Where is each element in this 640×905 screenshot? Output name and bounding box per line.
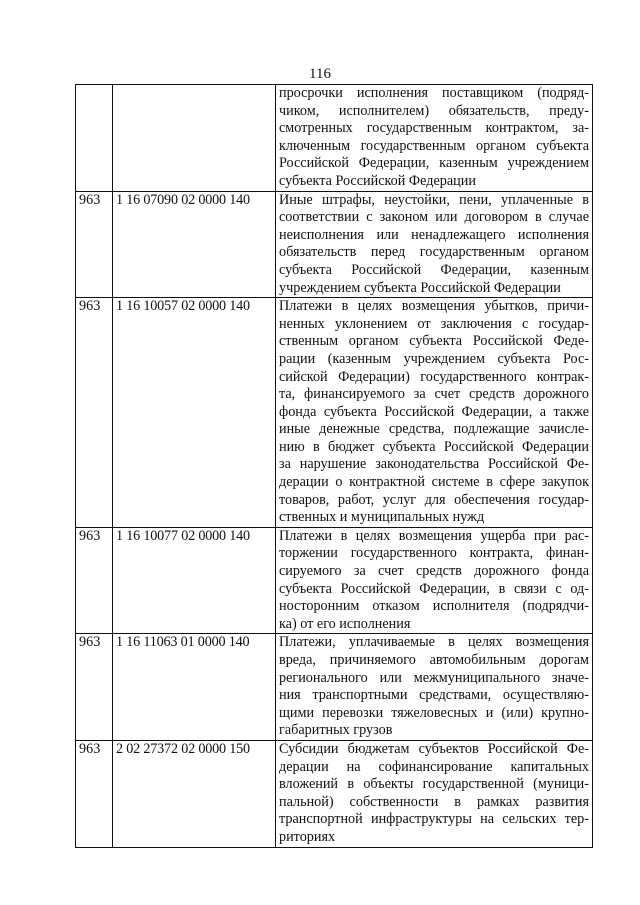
budget-classification-code-cell: 1 16 07090 02 0000 140 [113,191,276,298]
revenue-name-line: вложений в объекты государственной (муници- [279,776,589,793]
revenue-name-line: ственных и муниципальных нужд [279,509,485,526]
revenue-name-line: ключенным государственным органом субъекта [279,137,589,154]
revenue-name-line: Платежи, уплачиваемые в целях возмещения [279,634,589,651]
revenue-name-line: щими перевозки тяжеловесных и (или) крупно- [279,704,589,721]
revenue-name-line: субъекта Российской Федерации [279,172,476,189]
revenue-name-line: неисполнения или ненадлежащего исполнения [279,226,589,243]
revenue-name-cell [276,191,593,298]
table-row [76,298,593,528]
revenue-name-line: смотренных государственным контрактом, за- [279,120,589,137]
revenue-name-line: пальной) собственности в рамках развития [279,793,589,810]
table-row [76,740,593,847]
revenue-name-line: субъекта Российской Федерации, казенным [279,261,589,278]
revenue-name-line: вреда, причиняемого автомобильным дорогам [279,652,589,668]
revenue-name-line: чиком, исполнителем) обязательств, преду- [279,102,589,119]
revenue-name-line: риториях [279,828,336,845]
admin-code-cell: 963 [76,634,113,741]
page-number: 116 [309,66,331,82]
revenue-name-line: обязательств перед государственным органом [279,244,589,261]
revenue-name-line: дерации на софинансирование капитальных [279,758,589,775]
revenue-name-line: фонда субъекта Российской Федерации, а также [279,403,589,420]
revenue-name-line: регионального или межмуниципального значе- [279,669,589,686]
revenue-name-cell [276,298,593,528]
budget-classification-code-cell: 1 16 10077 02 0000 140 [113,527,276,634]
revenue-name-line: ненных уклонением от заключения с государ- [279,315,589,332]
revenue-name-line: Субсидии бюджетам субъектов Российской Фе- [279,740,589,757]
admin-code-cell: 963 [76,191,113,298]
revenue-name-cell [276,527,593,634]
revenue-name-line: иные денежные средства, подлежащие зачисле- [279,421,589,438]
revenue-name-line: Российской Федерации, казенным учреждением [279,155,589,172]
budget-classification-code-cell: 1 16 10057 02 0000 140 [113,298,276,528]
revenue-name-line: транспортной инфраструктуры на сельских тер- [279,811,589,828]
budget-classification-code-cell: 1 16 11063 01 0000 140 [113,634,276,741]
admin-code-cell: 963 [76,298,113,528]
revenue-name-line: Иные штрафы, неустойки, пени, уплаченные в [279,191,589,208]
revenue-name-line: сируемого за счет средств дорожного фонда [279,563,589,580]
revenue-name-line: дерации о контрактной системе в сфере закупок [279,474,589,491]
revenue-name-line: субъекта Российской Федерации, в связи с од- [279,580,589,597]
revenue-name-line: габаритных грузов [279,722,393,739]
revenue-name-line: рации (казенным учреждением субъекта Рос- [279,350,589,367]
revenue-name-line: учреждением субъекта Российской Федерации [279,279,561,296]
budget-revenue-table [75,84,593,848]
revenue-name-line: Платежи в целях возмещения ущерба при рас- [279,527,589,544]
revenue-name-line: ственным органом субъекта Российской Феде- [279,333,589,350]
table-row [76,634,593,741]
budget-classification-code-cell: 2 02 27372 02 0000 150 [113,740,276,847]
revenue-name-cell [276,85,593,192]
table-row [76,527,593,634]
revenue-name-line: та, финансируемого за счет средств дорожного [279,386,589,403]
revenue-name-line: нию в бюджет субъекта Российской Федерации [279,438,589,455]
revenue-name-line: торжении государственного контракта, финан- [279,545,589,562]
revenue-name-line: просрочки исполнения поставщиком (подряд- [279,85,589,101]
table-row [76,191,593,298]
revenue-name-line: ния транспортными средствами, осуществляю- [279,687,589,704]
revenue-name-line: ка) от его исполнения [279,615,411,632]
revenue-name-cell [276,740,593,847]
revenue-name-line: товаров, работ, услуг для обеспечения государ- [279,491,589,508]
revenue-name-line: за нарушение законодательства Российской Фе- [279,456,589,473]
revenue-name-line: носторонним отказом исполнителя (подрядчи- [279,598,589,615]
admin-code-cell [76,85,113,192]
revenue-name-line: Платежи в целях возмещения убытков, причи- [279,298,589,315]
revenue-name-line: соответствии с законом или договором в случае [279,209,589,226]
table-row [76,85,593,192]
table-body [76,85,593,848]
admin-code-cell: 963 [76,527,113,634]
revenue-name-cell [276,634,593,741]
budget-classification-code-cell [113,85,276,192]
admin-code-cell: 963 [76,740,113,847]
revenue-name-line: сийской Федерации) государственного контрак- [279,368,589,385]
